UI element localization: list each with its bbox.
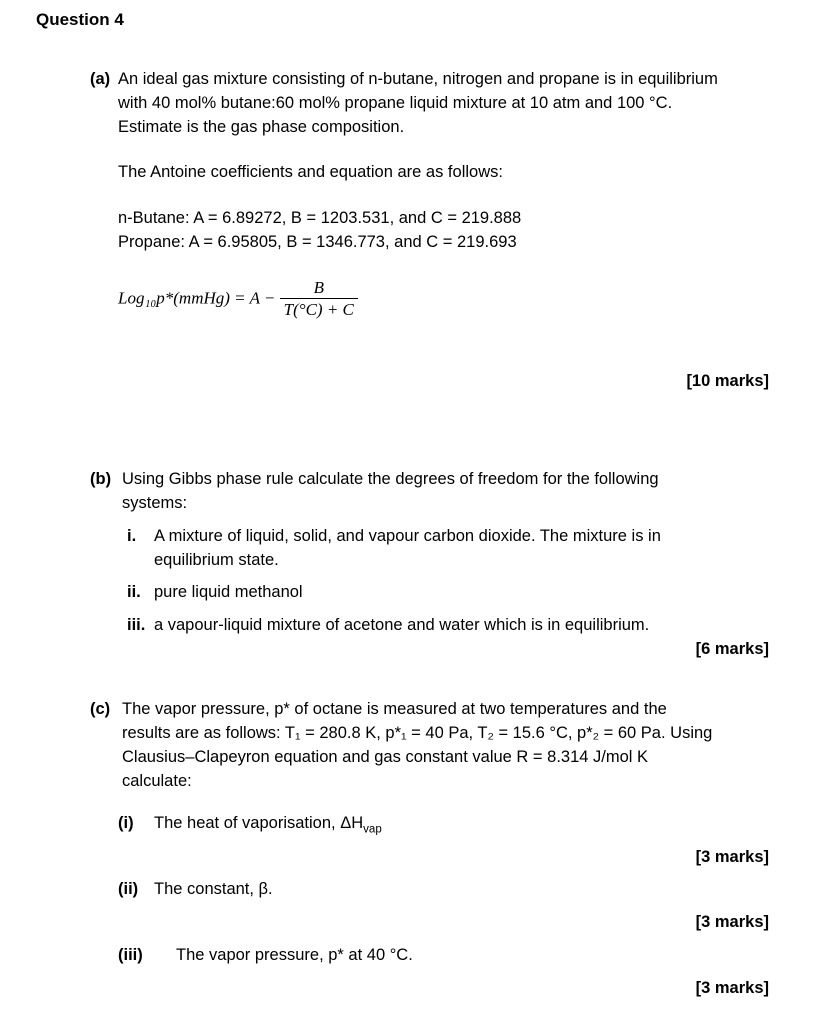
part-c-sub-ii-marks: [3 marks] bbox=[695, 913, 769, 931]
part-c-sub-i-text bbox=[154, 811, 382, 835]
part-b-line-1: Using Gibbs phase rule calculate the degrees of freedom for the following bbox=[122, 470, 659, 488]
part-c-label: (c) bbox=[90, 700, 111, 718]
antoine-equation-lhs: Log₁₀p*(mmHg) = A − bbox=[118, 288, 276, 308]
part-c-sub-iii-text: The vapor pressure, p* at 40 °C. bbox=[176, 946, 413, 964]
part-c-line-4: calculate: bbox=[122, 772, 192, 790]
part-b-item-ii-line-1: pure liquid methanol bbox=[154, 583, 303, 601]
butane-coefficients: n-Butane: A = 6.89272, B = 1203.531, and C = 219.888 bbox=[118, 209, 522, 227]
part-a-line-1: An ideal gas mixture consisting of n-butane, nitrogen and propane is in equilibrium bbox=[118, 70, 718, 88]
part-a-line-3: Estimate is the gas phase composition. bbox=[118, 118, 405, 136]
part-b-item-iii-num: iii. bbox=[127, 616, 146, 634]
antoine-fraction bbox=[280, 278, 358, 321]
part-c-line-3: Clausius–Clapeyron equation and gas constant value R = 8.314 J/mol K bbox=[122, 748, 649, 766]
part-b-marks: [6 marks] bbox=[695, 640, 769, 658]
part-c-sub-i-subscript: vap bbox=[363, 823, 382, 836]
part-b-item-i-num: i. bbox=[127, 527, 137, 545]
part-c-sub-ii-num: (ii) bbox=[118, 880, 139, 898]
part-b-item-iii-line-1: a vapour-liquid mixture of acetone and water which is in equilibrium. bbox=[154, 616, 650, 634]
part-b-item-i-line-1: A mixture of liquid, solid, and vapour carbon dioxide. The mixture is in bbox=[154, 527, 661, 545]
antoine-equation bbox=[118, 278, 358, 321]
part-c-sub-ii-text: The constant, β. bbox=[154, 880, 273, 898]
question-title: Question 4 bbox=[36, 10, 124, 29]
part-b-line-2: systems: bbox=[122, 494, 188, 512]
antoine-denominator: T(°C) + C bbox=[280, 298, 358, 321]
part-b-item-i-line-2: equilibrium state. bbox=[154, 551, 279, 569]
antoine-intro: The Antoine coefficients and equation are as follows: bbox=[118, 163, 503, 181]
part-a-marks: [10 marks] bbox=[686, 372, 769, 390]
part-b-label: (b) bbox=[90, 470, 112, 488]
part-c-sub-i-num: (i) bbox=[118, 814, 134, 832]
part-c-sub-i-label: The heat of vaporisation, ΔH bbox=[154, 814, 364, 832]
part-a-line-2: with 40 mol% butane:60 mol% propane liquid mixture at 10 atm and 100 °C. bbox=[118, 94, 673, 112]
part-c-sub-iii-num: (iii) bbox=[118, 946, 143, 964]
antoine-numerator: B bbox=[313, 278, 324, 297]
part-a-label: (a) bbox=[90, 70, 111, 88]
part-c-line-1: The vapor pressure, p* of octane is measured at two temperatures and the bbox=[122, 700, 667, 718]
propane-coefficients: Propane: A = 6.95805, B = 1346.773, and C = 219.693 bbox=[118, 233, 517, 251]
part-c-line-2: results are as follows: T₁ = 280.8 K, p*₁ = 40 Pa, T₂ = 15.6 °C, p*₂ = 60 Pa. Using bbox=[122, 724, 713, 742]
part-c-sub-i-marks: [3 marks] bbox=[695, 848, 769, 866]
part-c-sub-iii-marks: [3 marks] bbox=[695, 979, 769, 997]
part-b-item-ii-num: ii. bbox=[127, 583, 141, 601]
